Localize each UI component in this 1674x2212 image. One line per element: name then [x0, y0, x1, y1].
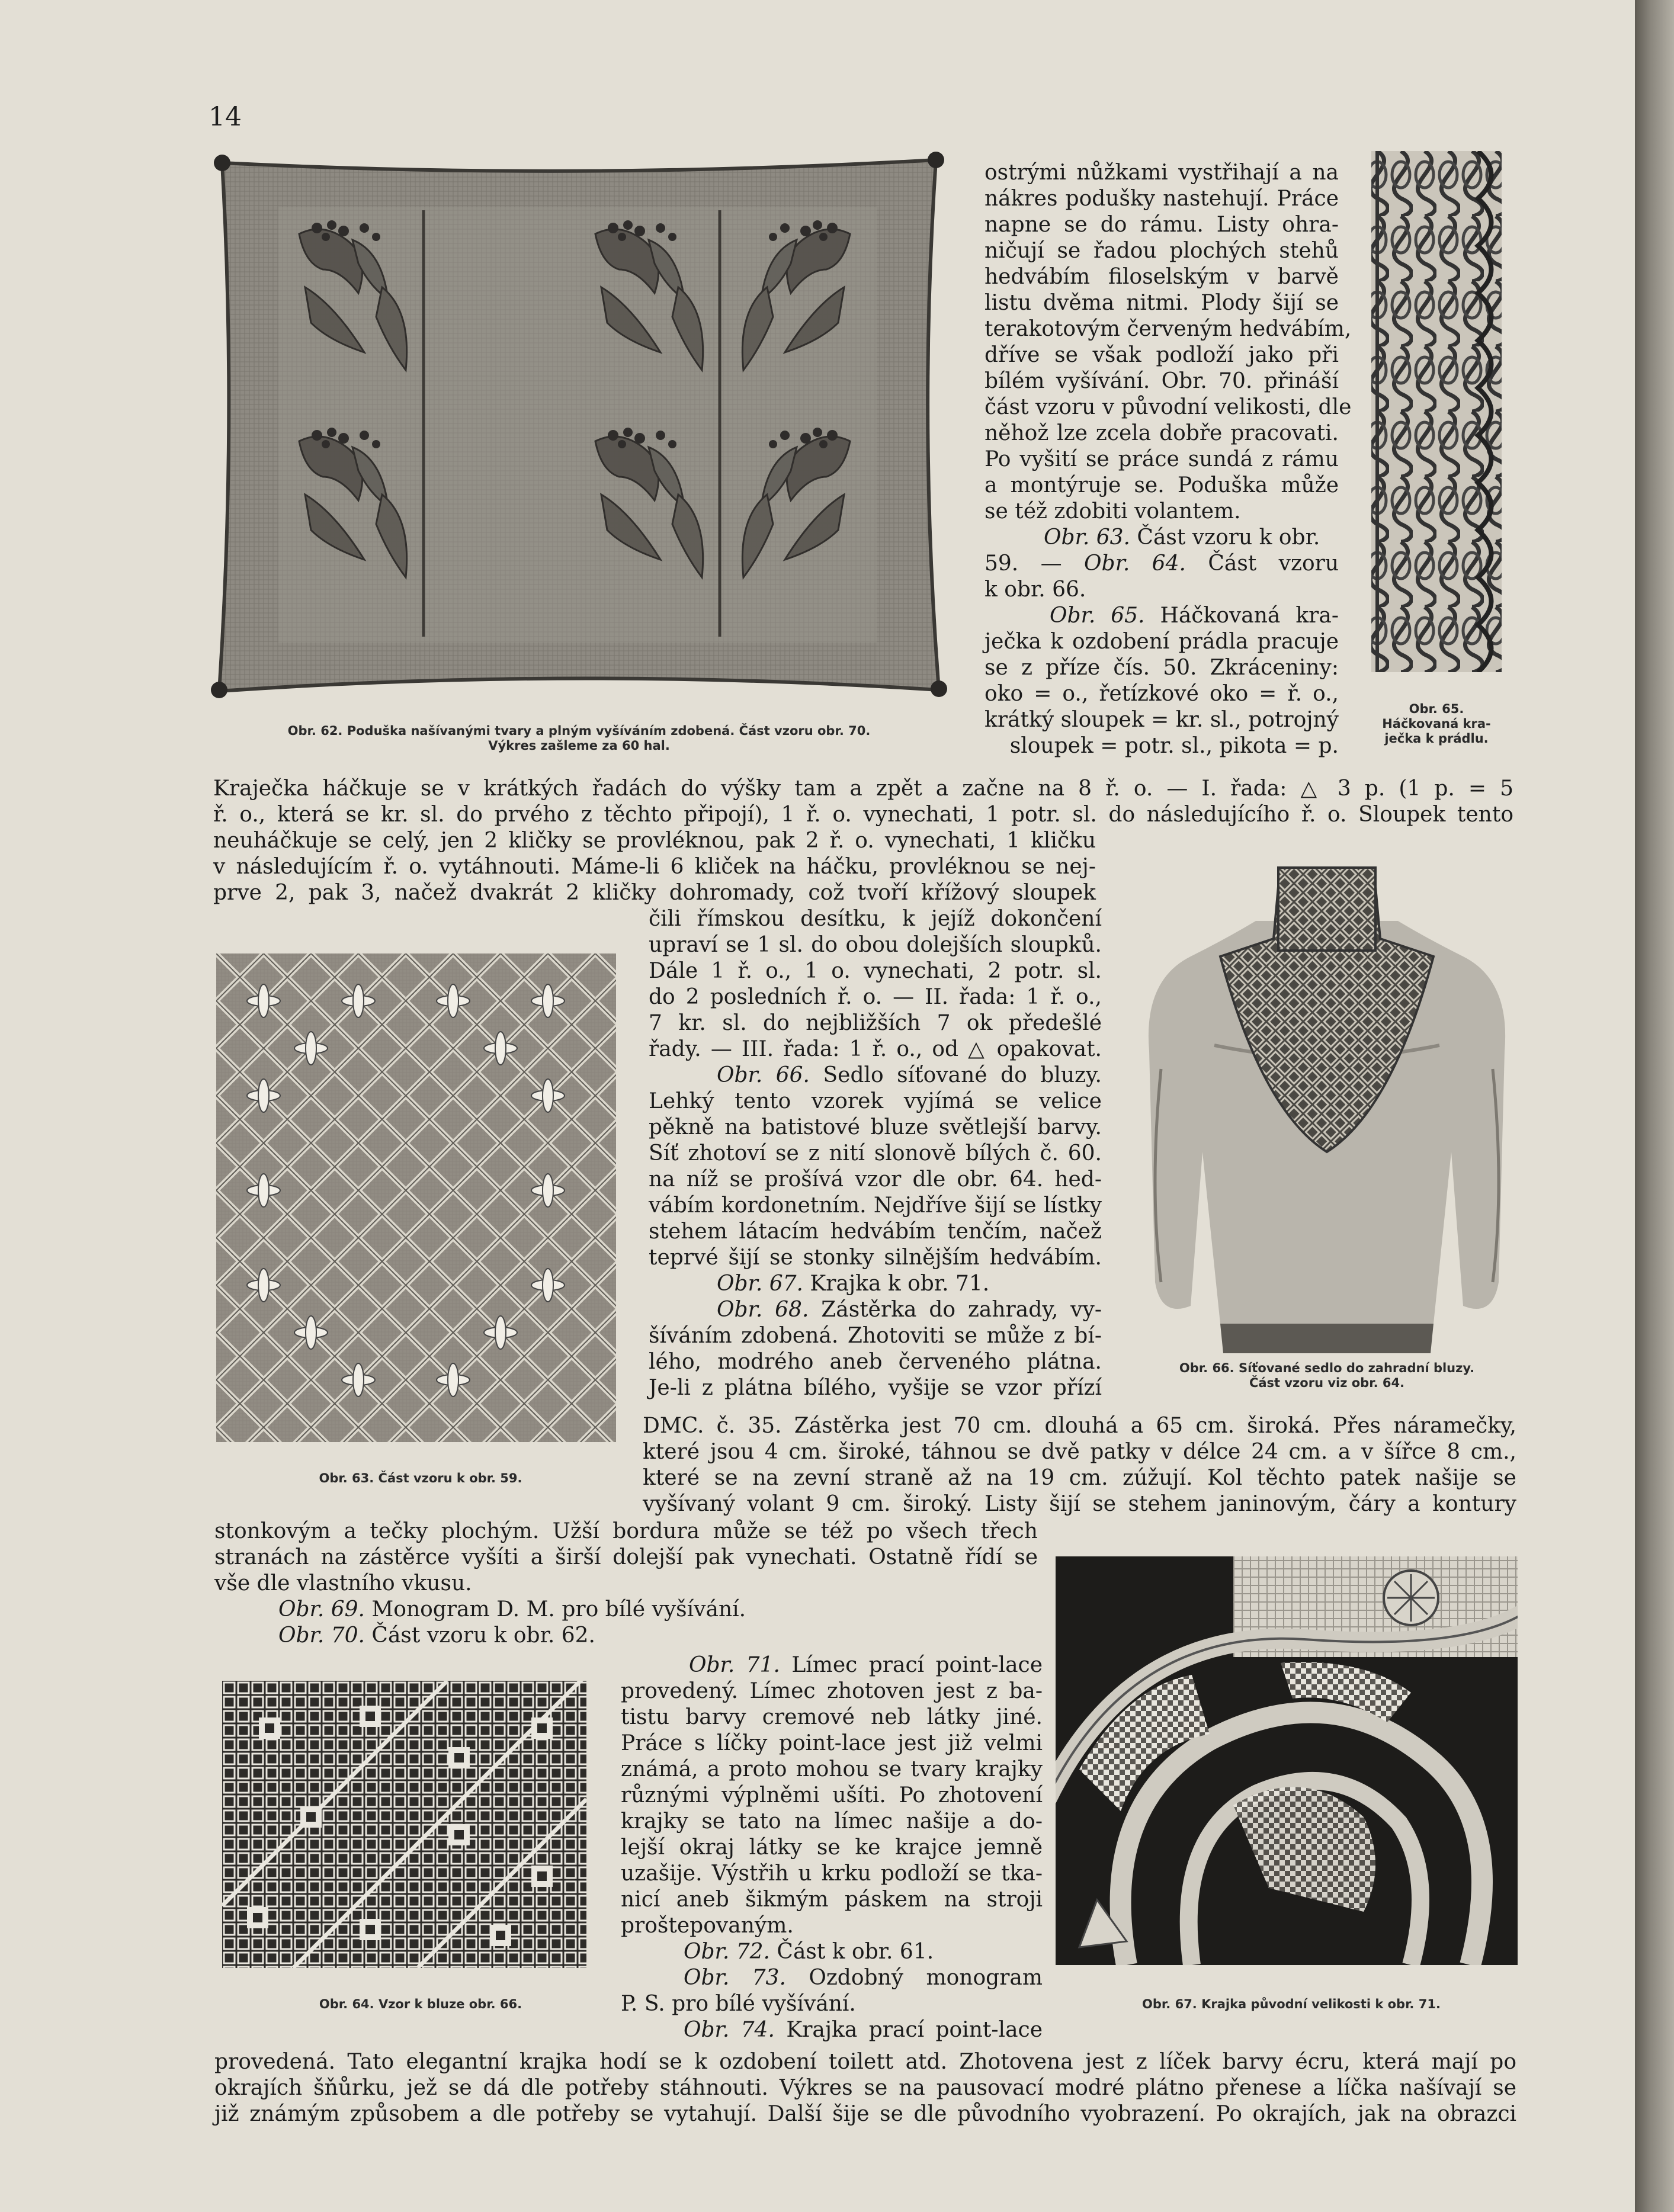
zasterka-paragraph: DMC. č. 35. Zástěrka jest 70 cm. dlouhá a 65 cm. široká. Přes náramečky, které jsou 4 cm. široké, táhnou se dvě patky v délce 24 cm. a v šířce 8 cm., které se na zevní straně až na 19 cm. zúžují. Kol těchto patek našije se vyšívaný volant 9 cm. široký. Listy šijí se stehem janinovým, čáry a kontury: [643, 1414, 1516, 1516]
obr71-column: Obr. 71. Límec prací point-lace provedený. Límec zhotoven jest z ba- tistu barvy cremové neb látky jiné. Práce s líčky point-lace jest již velmi známá, a proto mohou se tvary krajky různými výplněmi ušíti. Po zhotovení krajky se tato na límec našije a do- lejší okraj látky se ke krajce jemně uzašije. Výstřih u krku podloží se tka- nicí aneb šikmým páskem na stroji proštepovaným. Obr. 72. Část k obr. 61. Obr. 73. Ozdobný monogram P. S. pro bílé vyšívání. Obr. 74. Krajka prací point-lace: [621, 1653, 1043, 2042]
book-spine: [1635, 0, 1674, 2212]
stonkovym-paragraph: stonkovým a tečky plochým. Užší bordura může se též po všech třech stranách na zástěrce vyšíti a širší dolejší pak vynechati. Ostatně řídí se vše dle vlastního vkusu. Obr. 69. Monogram D. M. pro bílé vyšívání. Obr. 70. Část vzoru k obr. 62.: [214, 1519, 1038, 1648]
krajecka-paragraph-cont: neuháčkuje se celý, jen 2 kličky se provléknou, pak 2 ř. o. vynechati, 1 kličku v následujícím ř. o. vytáhnouti. Máme-li 6 kliček na háčku, provléknou se nej- prve 2, pak 3, načež dvakrát 2 kličky dohromady, což tvoří křížový sloupek: [213, 829, 1096, 905]
pattern-63-illustration: [216, 953, 616, 1442]
caption-fig63: Obr. 63. Část vzoru k obr. 59.: [319, 1471, 522, 1485]
cushion-illustration: [204, 151, 954, 699]
crochet-lace-strip: [1365, 151, 1508, 672]
caption-fig62: Obr. 62. Poduška našívanými tvary a plným vyšíváním zdobená. Část vzoru obr. 70. Výkres zašleme za 60 hal.: [287, 724, 871, 753]
pattern-64-image: [222, 1681, 586, 1968]
pattern-63-image: [216, 953, 616, 1442]
text-column-top-right: ostrými nůžkami vystřihají a na nákres podušky nastehují. Práce napne se do rámu. Listy ohra- ničují se řadou plochých stehů hedvábím filoselským v barvě listu dvěma nitmi. Plody šijí se terakotovým červeným hedvábím, dříve se však podloží jako při bílém vyšívání. Obr. 70. přináší část vzoru v původní velikosti, dle něhož lze zcela dobře pracovati. Po vyšití se práce sundá z rámu a montýruje se. Poduška může se též zdobiti volantem. Obr. 63. Část vzoru k obr. 59. — Obr. 64. Část vzoru k obr. 66. Obr. 65. Háčkovaná kra-: [984, 160, 1352, 628]
lace-collar-illustration: [1056, 1556, 1518, 1965]
blouse-image: [1137, 856, 1516, 1353]
krajecka-paragraph: Kraječka háčkuje se v krátkých řadách do výšky tam a zpět a začne na 8 ř. o. — I. řada: △ 3 p. (1 p. = 5 ř. o., která se kr. sl. do prvého z těchto připojí), 1 ř. o. vynechati, 1 potr. sl. do následujícího ř. o. Sloupek tento: [213, 776, 1513, 827]
caption-fig64: Obr. 64. Vzor k bluze obr. 66.: [319, 1997, 522, 2011]
bottom-paragraph: provedená. Tato elegantní krajka hodí se k ozdobení toilett atd. Zhotovena jest z líček barvy écru, která mají po okrajích šňůrku, jež se dá dle potřeby stáhnouti. Výkres se na pausovací modré plátno přenese a líčka našívají se již známým způsobem a dle potřeby se vytahují. Další šije se dle původního vyobrazení. Po okrajích, jak na obrazci: [214, 2050, 1516, 2126]
page-number: 14: [209, 102, 242, 132]
lace-collar-image: [1056, 1556, 1518, 1965]
middle-column: čili římskou desítku, k jejíž dokončení upraví se 1 sl. do obou dolejších sloupků. Dále 1 ř. o., 1 o. vynechati, 2 potr. sl. do 2 posledních ř. o. — II. řada: 1 ř. o., 7 kr. sl. do nejbližších 7 ok předešlé řady. — III. řada: 1 ř. o., od △ opakovat. Obr. 66. Sedlo síťované do bluzy. Lehký tento vzorek vyjímá se velice pěkně na batistové bluze světlejší barvy. Síť zhotoví se z nití slonově bílých č. 60. na níž se prošívá vzor dle obr. 64. hed- vábím kordonetním. Nejdříve šijí se lístky stehem látacím hedvábím tenčím, načež teprvé šijí se stonky silnějším hedvábím. Obr. 67. Krajka k obr. 71. Obr. 68. Zástěrka do zahrady, vy- šíváním zdobená. Zhotoviti se může z bí- lého, modrého aneb červeného plátna. Je-li z plátna bílého, vyšije se vzor přízí: [649, 907, 1102, 1400]
caption-fig67: Obr. 67. Krajka původní velikosti k obr. 71.: [1142, 1997, 1441, 2011]
blouse-illustration: [1137, 856, 1516, 1353]
cushion-embroidery-image: [204, 151, 954, 699]
obr65-description: ječka k ozdobení prádla pracuje se z příze čís. 50. Zkráceniny: oko = o., řetízkové oko = ř. o., krátký sloupek = kr. sl., potrojný sloupek = potr. sl., pikota = p.: [984, 630, 1339, 758]
caption-fig66: Obr. 66. Síťované sedlo do zahradní bluzy. Část vzoru viz obr. 64.: [1179, 1361, 1475, 1390]
pattern-64-illustration: [222, 1681, 586, 1968]
caption-fig65: Obr. 65. Háčkovaná kra- ječka k prádlu.: [1382, 702, 1491, 746]
crochet-lace-image: [1365, 151, 1508, 672]
